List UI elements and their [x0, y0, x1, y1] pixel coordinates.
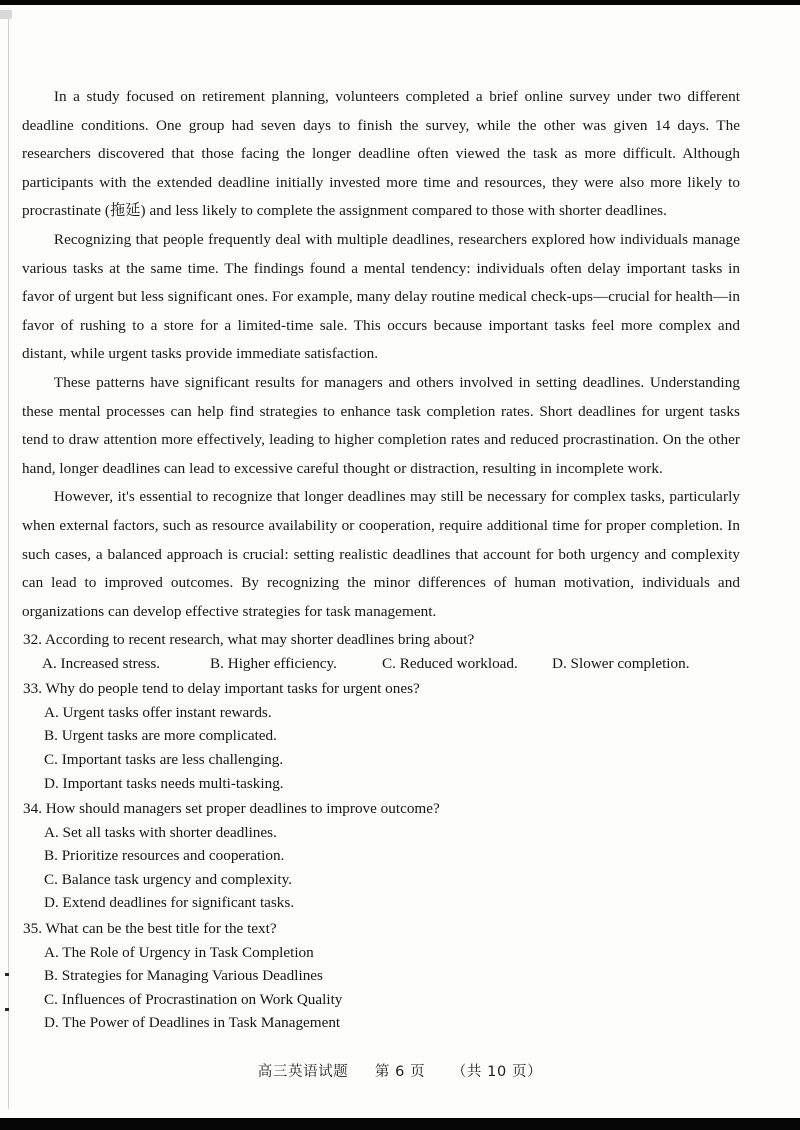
question-32-option-a[interactable]: A. Increased stress. — [42, 654, 161, 672]
question-33-option-d[interactable]: D. Important tasks needs multi-tasking. — [44, 774, 284, 792]
reading-passage — [22, 83, 740, 626]
passage-and-questions — [22, 83, 740, 1035]
scanned-page-sheet — [0, 5, 800, 1118]
question-35-option-b[interactable]: B. Strategies for Managing Various Deadlines — [44, 967, 323, 985]
question-32-stem: 32. According to recent research, what may shorter deadlines bring about? — [23, 631, 475, 649]
question-33-option-c[interactable]: C. Important tasks are less challenging. — [44, 750, 284, 768]
question-35 — [22, 917, 740, 1035]
question-34-option-b[interactable]: B. Prioritize resources and cooperation. — [44, 847, 285, 865]
footer-page-number: 第 6 页 — [374, 1064, 426, 1080]
question-34-option-c[interactable]: C. Balance task urgency and complexity. — [44, 870, 292, 888]
scan-corner-marker — [0, 10, 12, 19]
question-34-option-a[interactable]: A. Set all tasks with shorter deadlines. — [44, 823, 277, 841]
question-34-options — [22, 821, 740, 915]
question-32-options — [22, 652, 740, 676]
passage-paragraph-1: In a study focused on retirement planning, volunteers completed a brief online survey under two different deadline conditions. One group had seven days to finish the survey, while the other was given 14 days. The researchers discovered that those facing the longer deadline often viewed the task as more difficult. Although participants with the extended deadline initially invested more time and resources, they were also more likely to procrastinate (拖延) and less likely to complete the assignment compared to those with shorter deadlines. — [22, 88, 740, 220]
question-33-option-a[interactable]: A. Urgent tasks offer instant rewards. — [44, 703, 272, 721]
question-32-option-d[interactable]: D. Slower completion. — [552, 654, 690, 672]
page-footer — [0, 1060, 800, 1081]
question-33-option-b[interactable]: B. Urgent tasks are more complicated. — [44, 727, 277, 745]
scan-edge-tick-upper — [5, 973, 9, 976]
question-32 — [22, 628, 740, 675]
question-35-option-c[interactable]: C. Influences of Procrastination on Work Quality — [44, 990, 343, 1008]
question-32-option-b[interactable]: B. Higher efficiency. — [210, 654, 337, 672]
question-35-option-a[interactable]: A. The Role of Urgency in Task Completion — [44, 943, 314, 961]
question-33-stem: 33. Why do people tend to delay important tasks for urgent ones? — [23, 680, 420, 698]
footer-subject: 高三英语试题 — [257, 1064, 349, 1080]
question-34 — [22, 797, 740, 915]
question-32-option-c[interactable]: C. Reduced workload. — [382, 654, 518, 672]
question-34-stem: 34. How should managers set proper deadlines to improve outcome? — [23, 800, 440, 818]
footer-total-pages: （共 10 页） — [451, 1064, 543, 1080]
scanner-band-bottom — [0, 1118, 800, 1130]
question-35-stem: 35. What can be the best title for the text? — [23, 920, 277, 938]
question-35-option-d[interactable]: D. The Power of Deadlines in Task Management — [44, 1014, 341, 1032]
passage-paragraph-3: These patterns have significant results for managers and others involved in setting deadlines. Understanding these mental processes can help find strategies to enhance task completion rates. Short deadlines for urgent tasks tend to draw attention more effectively, leading to higher completion rates and reduced procrastination. On the other hand, longer deadlines can lead to excessive careful thought or distraction, resulting in incomplete work. — [22, 373, 740, 477]
question-33-options — [22, 701, 740, 795]
scan-edge-tick-lower — [5, 1008, 9, 1011]
scan-edge-line — [8, 19, 9, 1109]
question-33 — [22, 677, 740, 795]
question-35-options — [22, 941, 740, 1035]
passage-paragraph-4: However, it's essential to recognize that longer deadlines may still be necessary for complex tasks, particularly when external factors, such as resource availability or cooperation, require additional time for proper completion. In such cases, a balanced approach is crucial: setting realistic deadlines that account for both urgency and complexity can lead to improved outcomes. By recognizing the minor differences of human motivation, individuals and organizations can develop effective strategies for task management. — [22, 488, 740, 620]
question-34-option-d[interactable]: D. Extend deadlines for significant tasks. — [44, 894, 295, 912]
passage-paragraph-2: Recognizing that people frequently deal with multiple deadlines, researchers explored how individuals manage various tasks at the same time. The findings found a mental tendency: individuals often delay important tasks in favor of urgent but less significant ones. For example, many delay routine medical check-ups—crucial for health—in favor of rushing to a store for a limited-time sale. This occurs because important tasks feel more complex and distant, while urgent tasks provide immediate satisfaction. — [22, 230, 740, 363]
